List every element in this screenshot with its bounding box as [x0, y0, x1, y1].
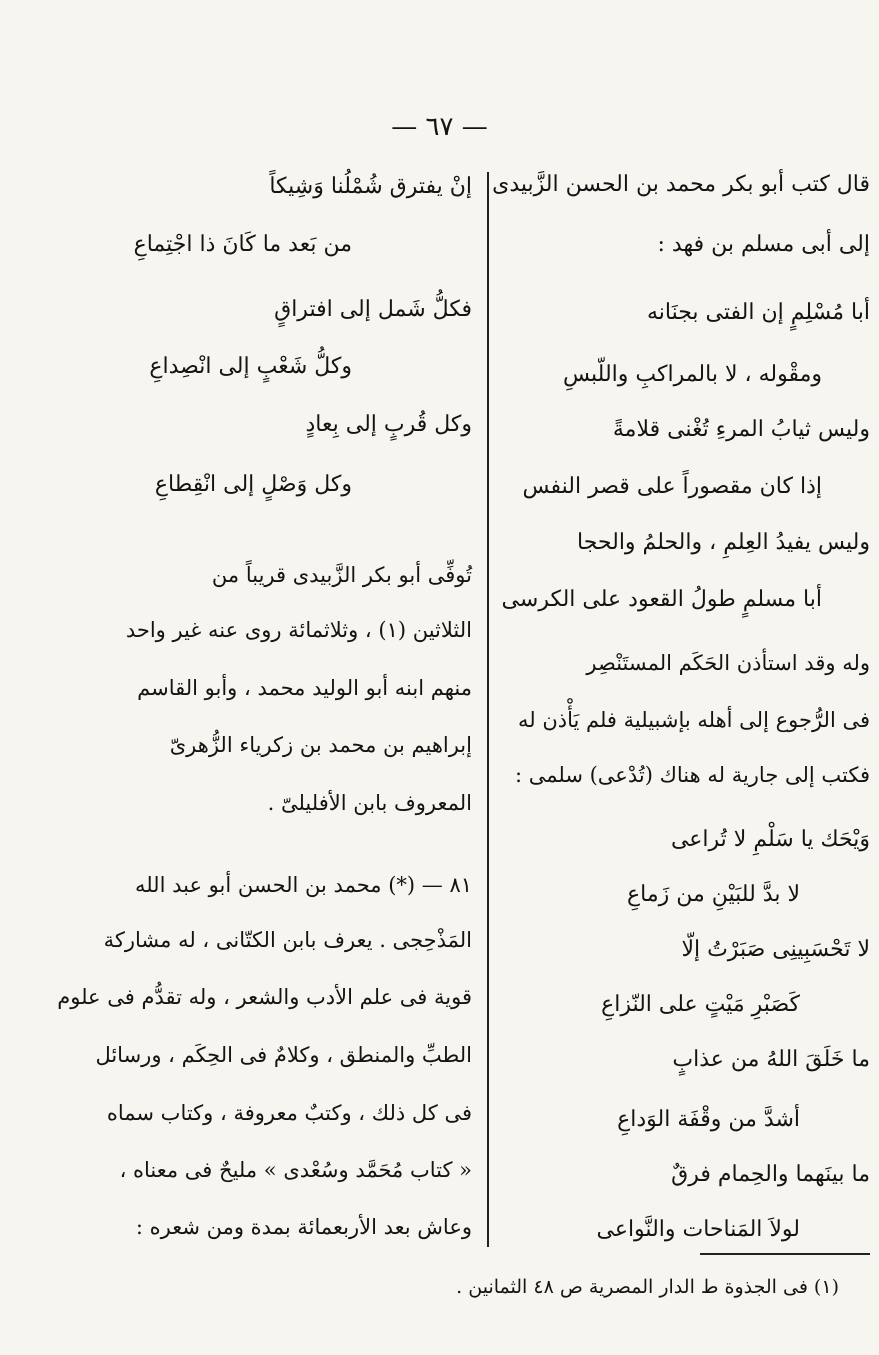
- text-line: فكتب إلى جارية له هناك (تُدْعى) سلمى :: [514, 763, 870, 787]
- text-line: إبراهيم بن محمد بن زكرياء الزُّهرىّ: [169, 733, 472, 757]
- verse-line: لولاَ المَناحات والنَّواعى: [596, 1217, 800, 1242]
- text-line: قال كتب أبو بكر محمد بن الحسن الزَّبيدى: [492, 172, 870, 197]
- footnote-rule: [700, 1253, 870, 1255]
- column-divider: [487, 172, 489, 1247]
- verse-line: أشدَّ من وقْفَة الوَداعِ: [617, 1107, 800, 1132]
- text-line: « كتاب مُحَمَّد وسُعْدى » مليحٌ فى معناه ،: [119, 1158, 472, 1182]
- verse-line: وليس يفيدُ العِلمِ ، والحلمُ والحجا: [577, 530, 870, 555]
- verse-line: ما خَلَقَ اللهُ من عذابٍ: [672, 1047, 870, 1072]
- entry-heading: ٨١ — (*) محمد بن الحسن أبو عبد الله: [134, 873, 472, 897]
- text-line: إلى أبى مسلم بن فهد :: [657, 232, 870, 257]
- verse-line: وليس ثيابُ المرءِ تُغْنى قلامةً: [612, 417, 870, 442]
- text-line: وعاش بعد الأربعمائة بمدة ومن شعره :: [135, 1215, 472, 1239]
- page-number: — ٦٧ —: [391, 112, 488, 142]
- verse-line: أبا مسلمٍ طولُ القعود على الكرسى: [501, 587, 822, 612]
- text-line: منهم ابنه أبو الوليد محمد ، وأبو القاسم: [137, 676, 472, 700]
- verse-line: لا بدَّ للبَيْنِ من زَماعِ: [627, 882, 800, 907]
- text-line: قوية فى علم الأدب والشعر ، وله تقدُّم فى علوم: [57, 985, 472, 1009]
- verse-line: ما بينَهما والحِمام فرقٌ: [671, 1162, 870, 1187]
- verse-line: وكل قُربٍ إلى بِعادٍ: [305, 412, 472, 437]
- verse-line: كَصَبْرِ مَيْتٍ على النّزاعِ: [601, 992, 800, 1017]
- footnote: (١) فى الجذوة ط الدار المصرية ص ٤٨ الثمانين .: [456, 1276, 839, 1298]
- text-line: وله وقد استأذن الحَكَم المستَنْصِر: [586, 651, 870, 675]
- text-line: المعروف بابن الأفليلىّ .: [267, 791, 472, 815]
- verse-line: وكل وَصْلٍ إلى انْقِطاعِ: [154, 472, 352, 497]
- verse-line: لا تَحْسَبِينِى صَبَرْتُ إلّا: [681, 937, 870, 962]
- text-line: الثلاثين (١) ، وثلاثمائة روى عنه غير واحد: [125, 618, 472, 642]
- verse-line: من بَعد ما كَانَ ذا اجْتِماعِ: [133, 232, 352, 257]
- text-line: فى الرُّجوع إلى أهله بإشبيلية فلم يَأْذن له: [517, 708, 870, 732]
- verse-line: فكلُّ شَمل إلى افتراقٍ: [274, 297, 472, 322]
- text-line: الطبِّ والمنطق ، وكلامٌ فى الحِكَم ، ورسائل: [95, 1043, 472, 1067]
- verse-line: وَيْحَك يا سَلْمِ لا تُراعى: [670, 827, 870, 852]
- verse-line: إذا كان مقصوراً على قصر النفس: [522, 474, 822, 499]
- verse-line: أبا مُسْلِمٍ إن الفتى بجنَانه: [646, 300, 870, 325]
- text-line: فى كل ذلك ، وكتبٌ معروفة ، وكتاب سماه: [106, 1101, 472, 1125]
- text-line: المَذْحِجى . يعرف بابن الكتّانى ، له مشاركة: [103, 928, 472, 952]
- verse-line: إنْ يفترق شُمْلُنا وَشِيكاً: [269, 174, 472, 199]
- verse-line: ومقْوله ، لا بالمراكبِ واللّبسِ: [562, 362, 822, 387]
- text-line: تُوفِّى أبو بكر الزَّبيدى قريباً من: [211, 563, 472, 587]
- verse-line: وكلُّ شَعْبٍ إلى انْصِداعِ: [149, 354, 352, 379]
